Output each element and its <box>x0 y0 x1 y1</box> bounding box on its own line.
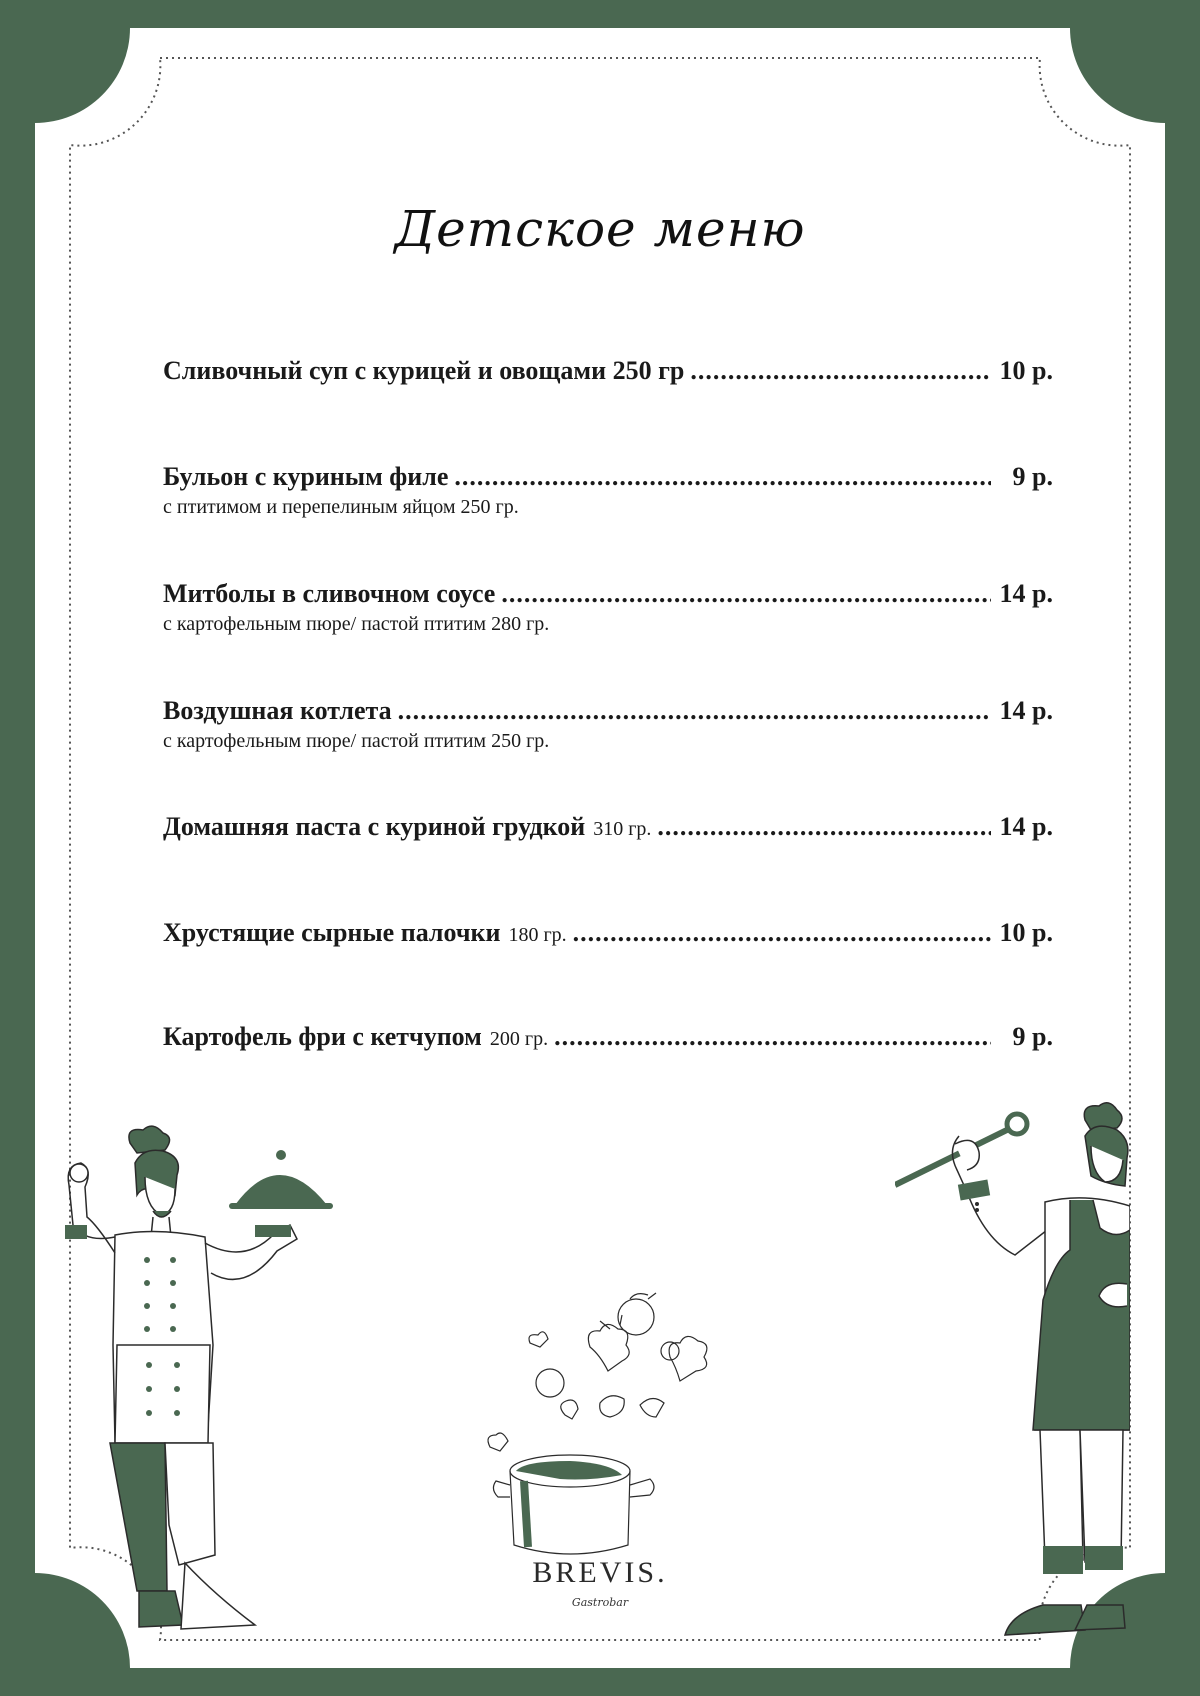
menu-item <box>163 356 1053 386</box>
menu-item <box>163 1022 1053 1052</box>
item-price: 10 р. <box>999 918 1053 947</box>
item-price: 14 р. <box>999 579 1053 608</box>
item-weight: 200 гр. <box>489 1028 549 1050</box>
cooking-pot-illustration <box>480 1285 750 1555</box>
dot-leader <box>690 356 991 386</box>
brand-logo: BREVIS. <box>532 1556 668 1589</box>
menu-title: Детское меню <box>394 200 806 258</box>
item-price: 14 р. <box>999 812 1053 841</box>
item-description: с картофельным пюре/ пастой птитим 280 гр. <box>163 613 550 635</box>
item-name: Воздушная котлета <box>163 696 392 725</box>
item-description: с птитимом и перепелиным яйцом 250 гр. <box>163 496 519 518</box>
item-weight: 180 гр. <box>508 924 567 946</box>
item-name: Бульон с куриным филе <box>163 462 449 491</box>
item-price: 9 р. <box>1012 462 1053 491</box>
dot-leader <box>454 462 991 492</box>
item-name: Митболы в сливочном соусе <box>163 579 496 608</box>
menu-item <box>163 462 1053 519</box>
dot-leader <box>573 918 991 948</box>
brand-subtitle: Gastrobar <box>571 1596 629 1609</box>
item-name: Хрустящие сырные палочки <box>163 918 501 947</box>
dot-leader <box>398 696 991 726</box>
menu-item <box>163 579 1053 636</box>
menu-item <box>163 918 1053 948</box>
dot-leader <box>657 812 991 842</box>
dot-leader <box>501 579 991 609</box>
item-name: Домашняя паста с куриной грудкой <box>163 812 586 841</box>
menu-item <box>163 812 1053 842</box>
item-name: Сливочный суп с курицей и овощами 250 гр <box>163 356 685 385</box>
dot-leader <box>554 1022 991 1052</box>
item-price: 9 р. <box>1012 1022 1053 1051</box>
item-price: 14 р. <box>999 696 1053 725</box>
item-price: 10 р. <box>999 356 1053 385</box>
item-weight: 310 гр. <box>593 818 652 840</box>
item-description: с картофельным пюре/ пастой птитим 250 гр. <box>163 730 550 752</box>
item-name: Картофель фри с кетчупом <box>163 1022 482 1051</box>
menu-item <box>163 696 1053 753</box>
